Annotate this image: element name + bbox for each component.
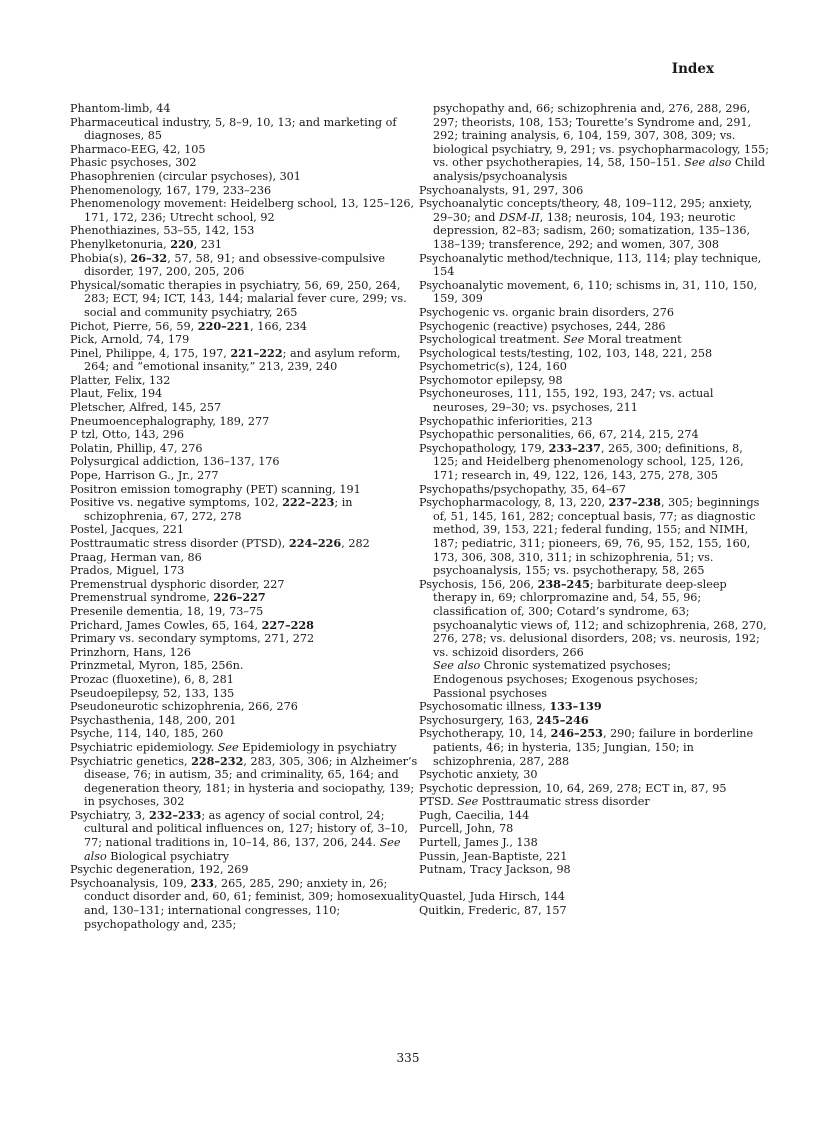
index-entry: Quitkin, Frederic, 87, 157: [419, 904, 567, 918]
index-entry: Psychopharmacology, 8, 13, 220, 237–238, 305; beginnings of, 51, 145, 161, 282; conceptual basis, 77; as diagnostic method, 39, 153, 221; federal funding, 155; and NIMH, 187; pediatric, 311; pioneers, 69, 76, 95, 152, 155, 160, 173, 306, 308, 310, 311; in schizophrenia, 51; vs. psychoanalysis, 155; vs. psychotherapy, 58, 265: [419, 495, 760, 578]
index-entry: Psychoanalytic movement, 6, 110; schisms in, 31, 110, 150, 159, 309: [419, 278, 758, 306]
index-entry-continuation: psychopathy and, 66; schizophrenia and, 276, 288, 296, 297; theorists, 108, 153; Tourette’s Syndrome and, 291, 292; training analysis, 6, 104, 159, 307, 308, 309; vs. biological psychiatry, 9, 291; vs. psychopharmacology, 155; vs. other psychotherapies, 14, 58, 150–151. See also Child analysis/psychoanalysis: [433, 102, 770, 183]
index-entry: Prozac (fluoxetine), 6, 8, 281: [70, 672, 234, 686]
index-entry: Pichot, Pierre, 56, 59, 220–221, 166, 234: [70, 318, 308, 333]
index-entry: Pussin, Jean-Baptiste, 221: [419, 849, 568, 863]
index-column-right: [419, 102, 771, 918]
index-entry: P tzl, Otto, 143, 296: [70, 428, 184, 442]
index-entry: Pneumoencephalography, 189, 277: [70, 414, 270, 428]
index-entry: Psychopathic personalities, 66, 67, 214, 215, 274: [419, 428, 699, 442]
index-entry: Psychopathic inferiorities, 213: [419, 414, 593, 428]
index-entry-continuation: Endogenous psychoses; Exogenous psychoses;: [433, 672, 699, 686]
index-entry: Putnam, Tracy Jackson, 98: [419, 863, 571, 877]
index-entry: Psychiatry, 3, 232–233; as agency of social control, 24; cultural and political influences on, 127; history of, 3–10, 77; national traditions in, 10–14, 86, 137, 206, 244. See also Biological psychiatry: [70, 807, 408, 863]
index-entry: Phenomenology, 167, 179, 233–236: [70, 183, 272, 197]
index-entry: Pseudoneurotic schizophrenia, 266, 276: [70, 700, 298, 714]
index-entry: Psychomotor epilepsy, 98: [419, 373, 563, 387]
index-entry: Platter, Felix, 132: [70, 373, 171, 387]
index-entry: Psychopaths/psychopathy, 35, 64–67: [419, 482, 626, 496]
index-entry: Psychosis, 156, 206, 238–245; barbiturate deep-sleep therapy in, 69; chlorpromazine and, 54, 55, 96; classification of, 300; Cotard’s syndrome, 63; psychoanalytic views of, 112; and schizophrenia, 268, 270, 276, 278; vs. delusional disorders, 208; vs. neurosis, 192; vs. schizoid disorders, 266: [419, 576, 767, 659]
index-entry: Psychoneuroses, 111, 155, 192, 193, 247; vs. actual neuroses, 29–30; vs. psychoses, 211: [419, 387, 714, 415]
index-entry: Prichard, James Cowles, 65, 164, 227–228: [70, 617, 314, 632]
index-entry: Prados, Miguel, 173: [70, 564, 185, 578]
index-entry: Psychoanalysts, 91, 297, 306: [419, 183, 584, 197]
index-entry: Phasic psychoses, 302: [70, 156, 197, 170]
index-entry: Psychotic depression, 10, 64, 269, 278; ECT in, 87, 95: [419, 781, 727, 795]
index-entry: Psychogenic (reactive) psychoses, 244, 286: [419, 319, 666, 333]
index-entry: Psychosurgery, 163, 245–246: [419, 712, 589, 727]
index-entry: Positive vs. negative symptoms, 102, 222–223; in schizophrenia, 67, 272, 278: [70, 495, 353, 523]
page-number: 335: [396, 1051, 420, 1065]
index-entry: Physical/somatic therapies in psychiatry, 56, 69, 250, 264, 283; ECT, 94; ICT, 143, 144; malarial fever cure, 299; vs. social and community psychiatry, 265: [70, 278, 407, 319]
index-entry: Phobia(s), 26–32, 57, 58, 91; and obsessive-compulsive disorder, 197, 200, 205, 206: [70, 250, 386, 279]
index-entry: Phantom-limb, 44: [70, 102, 171, 115]
index-entry-continuation: Passional psychoses: [433, 686, 548, 700]
index-entry: Psychoanalysis, 109, 233, 265, 285, 290; anxiety in, 26; conduct disorder and, 60, 61; feminist, 309; homosexuality and, 130–131; international congresses, 110; psychopathology and, 235;: [70, 875, 419, 931]
index-entry: Pugh, Caecilia, 144: [419, 808, 530, 822]
running-head: Index: [671, 61, 714, 77]
index-entry: Phenylketonuria, 220, 231: [70, 236, 223, 251]
index-entry: Prinzmetal, Myron, 185, 256n.: [70, 659, 244, 673]
index-entry: Prinzhorn, Hans, 126: [70, 645, 191, 659]
index-entry: Praag, Herman van, 86: [70, 550, 202, 564]
index-entry: Pinel, Philippe, 4, 175, 197, 221–222; and asylum reform, 264; and “emotional insanity,” 213, 239, 240: [70, 345, 401, 374]
index-entry: Premenstrual dysphoric disorder, 227: [70, 577, 285, 591]
index-entry: Psychiatric epidemiology. See Epidemiology in psychiatry: [70, 740, 397, 754]
index-entry: Pharmaco-EEG, 42, 105: [70, 142, 206, 156]
index-entry: Pope, Harrison G., Jr., 277: [70, 469, 219, 483]
index-entry: Polysurgical addiction, 136–137, 176: [70, 455, 280, 469]
index-entry: Phasophrenien (circular psychoses), 301: [70, 169, 301, 183]
index-entry: Postel, Jacques, 221: [70, 523, 184, 537]
index-entry: Psyche, 114, 140, 185, 260: [70, 727, 224, 741]
index-entry: Psychometric(s), 124, 160: [419, 360, 567, 374]
index-entry: Psychic degeneration, 192, 269: [70, 863, 249, 877]
index-entry: Positron emission tomography (PET) scanning, 191: [70, 482, 361, 496]
index-entry: Purtell, James J., 138: [419, 836, 538, 850]
index-entry: Primary vs. secondary symptoms, 271, 272: [70, 632, 315, 646]
index-letter-gap: [419, 877, 771, 891]
index-entry: Psychoanalytic concepts/theory, 48, 109–112, 295; anxiety, 29–30; and DSM-II, 138; neurosis, 104, 193; neurotic depression, 82–83; sadism, 260; somatization, 135–136, 138–139; transference, 292; and women, 307, 308: [419, 197, 753, 251]
index-entry: Pletscher, Alfred, 145, 257: [70, 401, 222, 415]
index-entry: Purcell, John, 78: [419, 822, 514, 836]
index-entry: Quastel, Juda Hirsch, 144: [419, 890, 566, 904]
index-entry: Psychasthenia, 148, 200, 201: [70, 713, 237, 727]
index-entry: PTSD. See Posttraumatic stress disorder: [419, 795, 650, 809]
index-entry: Psychoanalytic method/technique, 113, 114; play technique, 154: [419, 251, 762, 279]
index-entry: Psychopathology, 179, 233–237, 265, 300; definitions, 8, 125; and Heidelberg phenomenology school, 125, 126, 171; research in, 49, 122, 126, 143, 275, 278, 305: [419, 440, 744, 483]
index-entry: Psychiatric genetics, 228–232, 283, 305, 306; in Alzheimer’s disease, 76; in autism, 35; and criminality, 65, 164; and degeneration theory, 181; in hysteria and sociopathy, 139; in psychoses, 302: [70, 753, 418, 809]
index-column-left: [70, 102, 422, 931]
index-entry: Psychological treatment. See Moral treatment: [419, 333, 682, 347]
index-entry: Psychogenic vs. organic brain disorders, 276: [419, 305, 674, 319]
index-entry: Phenomenology movement: Heidelberg school, 13, 125–126, 171, 172, 236; Utrecht school, 92: [70, 197, 415, 224]
index-entry: Plaut, Felix, 194: [70, 387, 163, 401]
index-entry: Posttraumatic stress disorder (PTSD), 224–226, 282: [70, 536, 370, 550]
index-entry: Psychosomatic illness, 133–139: [419, 699, 602, 714]
index-entry: Pseudoepilepsy, 52, 133, 135: [70, 686, 235, 700]
index-entry: Psychotherapy, 10, 14, 246–253, 290; failure in borderline patients, 46; in hysteria, 135; Jungian, 150; in schizophrenia, 287, 288: [419, 726, 754, 768]
index-entry-continuation: See also Chronic systematized psychoses;: [433, 659, 672, 673]
index-entry: Polatin, Phillip, 47, 276: [70, 441, 203, 455]
index-entry: Psychological tests/testing, 102, 103, 148, 221, 258: [419, 346, 713, 360]
index-entry: Pharmaceutical industry, 5, 8–9, 10, 13; and marketing of diagnoses, 85: [70, 115, 397, 143]
index-entry: Premenstrual syndrome, 226–227: [70, 590, 266, 605]
index-entry: Psychotic anxiety, 30: [419, 768, 538, 782]
index-entry: Presenile dementia, 18, 19, 73–75: [70, 604, 264, 618]
index-entry: Pick, Arnold, 74, 179: [70, 333, 190, 347]
index-entry: Phenothiazines, 53–55, 142, 153: [70, 224, 255, 238]
